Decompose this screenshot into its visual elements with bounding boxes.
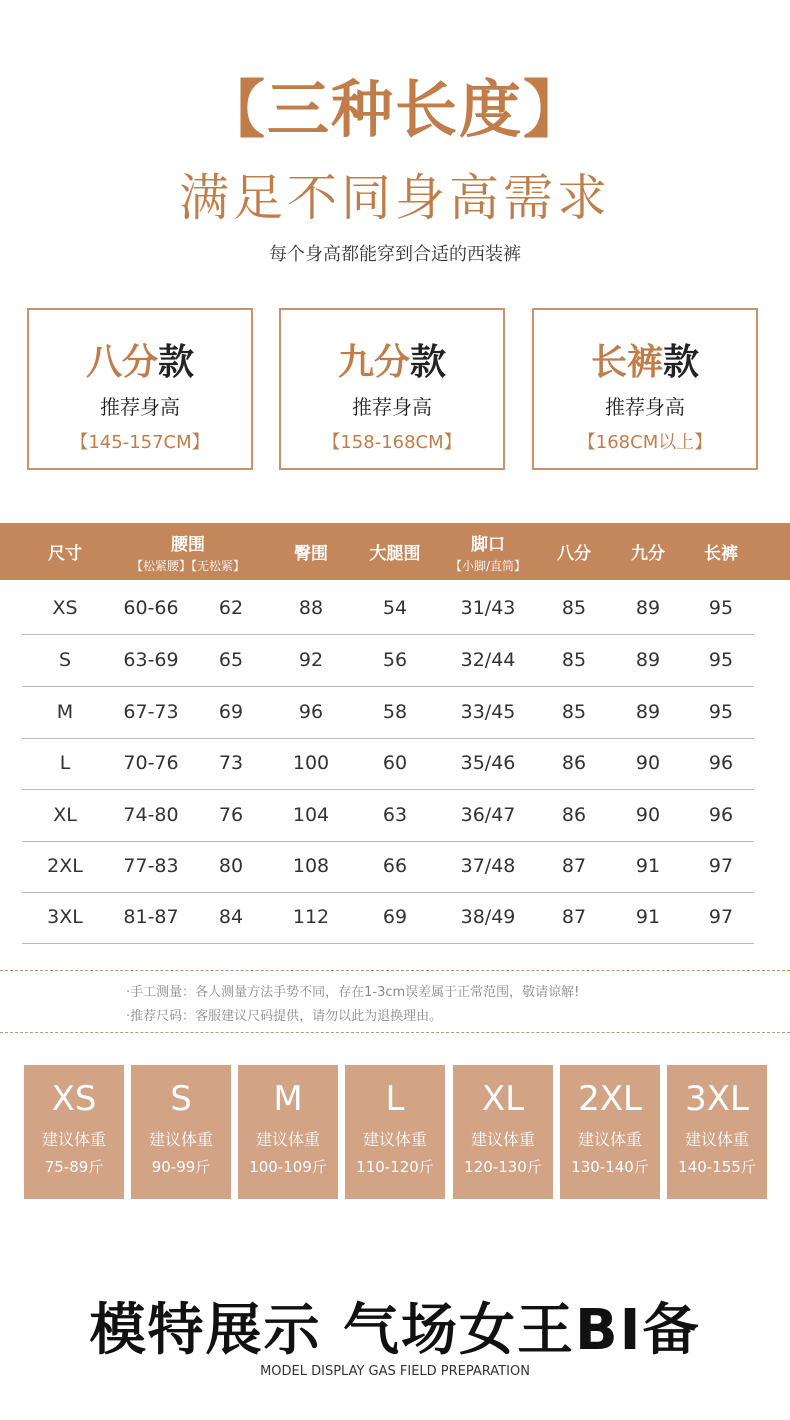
table-row	[22, 635, 754, 687]
weight-card-range: 130-140斤	[571, 1158, 649, 1176]
cell-hem: 35/46	[460, 752, 516, 774]
note-measure: ·手工测量：各人测量方法手势不同，存在1-3cm误差属于正常范围，敬请谅解!	[126, 985, 580, 1000]
style-name-rest: 款	[663, 342, 700, 383]
model-section-title: 模特展示 气场女王BI备	[89, 1298, 701, 1363]
table-row	[22, 892, 754, 944]
divider	[0, 1032, 790, 1033]
style-card-8	[27, 308, 253, 470]
cell-length-full: 95	[708, 701, 734, 723]
cell-thigh: 66	[382, 855, 408, 877]
cell-waist-fixed: 73	[218, 752, 244, 774]
note-recommend: ·推荐尺码：客服建议尺码提供，请勿以此为退换理由。	[126, 1009, 443, 1024]
cell-length-8: 85	[561, 649, 587, 671]
cell-thigh: 54	[382, 597, 408, 619]
table-row	[22, 738, 754, 790]
style-name	[534, 334, 756, 385]
style-card-full	[532, 308, 758, 470]
cell-length-full: 95	[708, 649, 734, 671]
style-height-range: 【158-168CM】	[322, 432, 462, 453]
style-recommend: 推荐身高	[605, 395, 685, 419]
cell-size: XL	[53, 804, 77, 826]
style-card-9	[279, 308, 505, 470]
cell-waist-fixed: 65	[218, 649, 244, 671]
page-title: 【三种长度】	[202, 73, 587, 146]
weight-card	[24, 1065, 124, 1199]
cell-hem: 33/45	[460, 701, 516, 723]
style-name-highlight: 八分	[85, 342, 158, 383]
weight-card	[453, 1065, 553, 1199]
cell-length-full: 95	[708, 597, 734, 619]
weight-card-size: XL	[481, 1079, 525, 1119]
weight-card	[667, 1065, 767, 1199]
cell-length-9: 91	[635, 906, 661, 928]
cell-length-8: 86	[561, 804, 587, 826]
cell-size: XS	[52, 597, 78, 619]
cell-waist-fixed: 69	[218, 701, 244, 723]
cell-thigh: 58	[382, 701, 408, 723]
weight-card-range: 120-130斤	[464, 1158, 542, 1176]
weight-card	[345, 1065, 445, 1199]
header-hem-sub: 【小脚/直筒】	[449, 558, 527, 573]
cell-waist-elastic: 70-76	[123, 752, 179, 774]
cell-hem: 31/43	[460, 597, 516, 619]
cell-thigh: 56	[382, 649, 408, 671]
cell-length-full: 96	[708, 752, 734, 774]
weight-card	[560, 1065, 660, 1199]
weight-card-range: 100-109斤	[249, 1158, 327, 1176]
cell-length-8: 85	[561, 597, 587, 619]
weight-card-range: 75-89斤	[44, 1158, 104, 1176]
cell-size: M	[56, 701, 74, 723]
cell-waist-elastic: 74-80	[123, 804, 179, 826]
weight-card-size: XS	[51, 1079, 97, 1119]
header-hem: 脚口 【小脚/直筒】	[449, 534, 527, 573]
header-length-full: 长裤	[704, 544, 738, 564]
caption: 每个身高都能穿到合适的西装裤	[269, 244, 521, 265]
model-section-subtitle: MODEL DISPLAY GAS FIELD PREPARATION	[260, 1364, 530, 1379]
style-recommend: 推荐身高	[352, 395, 432, 419]
cell-length-8: 85	[561, 701, 587, 723]
style-height-range: 【168CM以上】	[577, 432, 713, 453]
cell-hem: 37/48	[460, 855, 516, 877]
cell-size: 2XL	[47, 855, 83, 877]
weight-card-label: 建议体重	[577, 1130, 642, 1149]
weight-card-label: 建议体重	[41, 1130, 106, 1149]
header-waist: 腰围 【松紧腰】【无松紧】	[130, 534, 245, 573]
table-row	[22, 687, 754, 739]
weight-card-label: 建议体重	[255, 1130, 320, 1149]
cell-waist-elastic: 77-83	[123, 855, 179, 877]
cell-size: 3XL	[47, 906, 83, 928]
cell-hem: 38/49	[460, 906, 516, 928]
cell-length-9: 90	[635, 804, 661, 826]
weight-card-range: 110-120斤	[356, 1158, 434, 1176]
style-name-rest: 款	[158, 342, 195, 383]
cell-thigh: 69	[382, 906, 408, 928]
cell-size: L	[59, 752, 71, 774]
cell-length-8: 87	[561, 906, 587, 928]
weight-card-label: 建议体重	[362, 1130, 427, 1149]
cell-length-9: 89	[635, 597, 661, 619]
style-name-rest: 款	[410, 342, 447, 383]
header-length-8: 八分	[557, 544, 591, 564]
weight-card	[238, 1065, 338, 1199]
cell-hip: 100	[292, 752, 330, 774]
header-hip: 臀围	[294, 544, 328, 564]
cell-waist-fixed: 62	[218, 597, 244, 619]
table-row	[22, 790, 754, 842]
cell-waist-fixed: 84	[218, 906, 244, 928]
cell-hip: 104	[292, 804, 330, 826]
cell-waist-elastic: 63-69	[123, 649, 179, 671]
page-subtitle: 满足不同身高需求	[179, 169, 611, 227]
header-length-9: 九分	[631, 544, 665, 564]
cell-length-9: 91	[635, 855, 661, 877]
header-waist-sub: 【松紧腰】【无松紧】	[130, 558, 245, 573]
weight-card-size: L	[385, 1079, 405, 1119]
style-name-highlight: 九分	[337, 342, 410, 383]
weight-card-label: 建议体重	[470, 1130, 535, 1149]
cell-waist-elastic: 81-87	[123, 906, 179, 928]
style-height-range: 【145-157CM】	[70, 432, 210, 453]
cell-hip: 88	[298, 597, 324, 619]
weight-card-label: 建议体重	[148, 1130, 213, 1149]
cell-thigh: 60	[382, 752, 408, 774]
style-name	[29, 334, 251, 385]
cell-size: S	[58, 649, 72, 671]
cell-length-full: 97	[708, 855, 734, 877]
cell-length-full: 97	[708, 906, 734, 928]
cell-hem: 36/47	[460, 804, 516, 826]
cell-hem: 32/44	[460, 649, 516, 671]
cell-hip: 96	[298, 701, 324, 723]
cell-length-9: 90	[635, 752, 661, 774]
style-name-highlight: 长裤	[590, 342, 663, 383]
divider	[0, 970, 790, 971]
table-row	[22, 841, 754, 893]
weight-card-size: 2XL	[578, 1079, 642, 1119]
weight-card	[131, 1065, 231, 1199]
cell-waist-elastic: 60-66	[123, 597, 179, 619]
size-table-header	[0, 523, 790, 580]
weight-card-label: 建议体重	[684, 1130, 749, 1149]
weight-card-size: S	[170, 1079, 192, 1119]
cell-hip: 92	[298, 649, 324, 671]
style-name	[281, 334, 503, 385]
style-recommend: 推荐身高	[100, 395, 180, 419]
table-row	[22, 583, 754, 635]
cell-length-8: 87	[561, 855, 587, 877]
cell-thigh: 63	[382, 804, 408, 826]
cell-waist-fixed: 76	[218, 804, 244, 826]
header-thigh: 大腿围	[369, 544, 421, 564]
weight-card-size: 3XL	[685, 1079, 749, 1119]
cell-length-9: 89	[635, 701, 661, 723]
weight-card-range: 90-99斤	[151, 1158, 211, 1176]
cell-length-9: 89	[635, 649, 661, 671]
weight-card-size: M	[273, 1079, 303, 1119]
cell-length-full: 96	[708, 804, 734, 826]
cell-waist-fixed: 80	[218, 855, 244, 877]
cell-length-8: 86	[561, 752, 587, 774]
cell-hip: 112	[292, 906, 330, 928]
header-size: 尺寸	[48, 544, 82, 564]
cell-hip: 108	[292, 855, 330, 877]
weight-card-range: 140-155斤	[678, 1158, 756, 1176]
cell-waist-elastic: 67-73	[123, 701, 179, 723]
